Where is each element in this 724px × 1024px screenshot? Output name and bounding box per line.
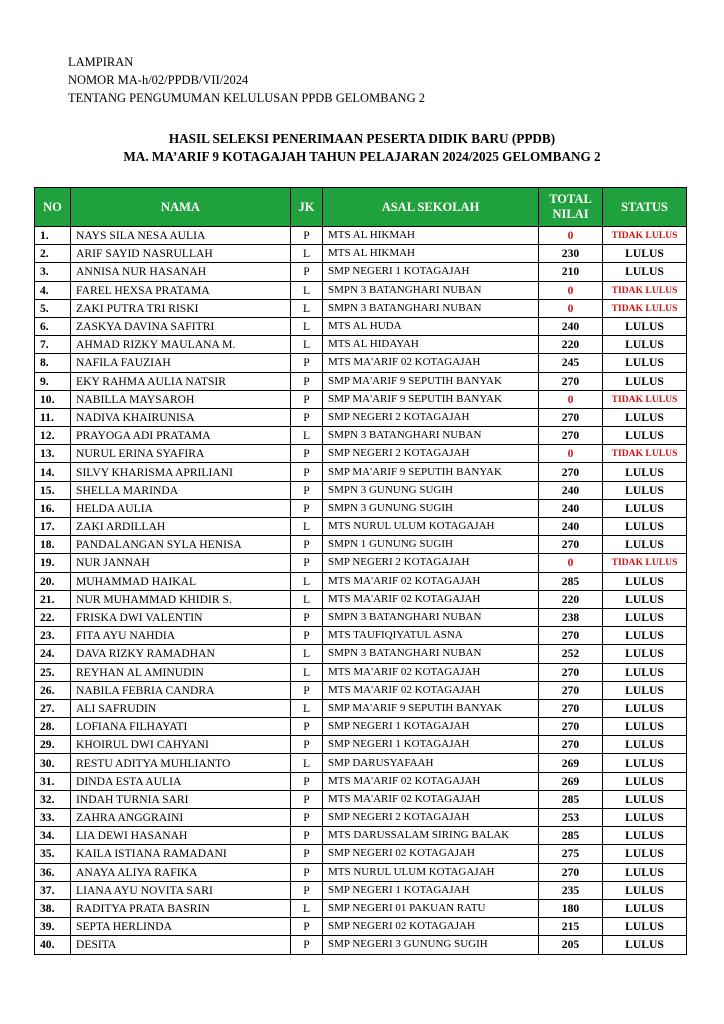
cell-nama: RADITYA PRATA BASRIN bbox=[71, 899, 291, 917]
cell-no: 27. bbox=[35, 699, 71, 717]
cell-asal-sekolah: SMPN 3 BATANGHARI NUBAN bbox=[323, 281, 539, 299]
cell-nama: EKY RAHMA AULIA NATSIR bbox=[71, 372, 291, 390]
cell-total-nilai: 270 bbox=[539, 627, 603, 645]
cell-total-nilai: 240 bbox=[539, 317, 603, 335]
cell-nama: NUR MUHAMMAD KHIDIR S. bbox=[71, 590, 291, 608]
cell-jk: P bbox=[291, 772, 323, 790]
cell-status: LULUS bbox=[603, 681, 687, 699]
cell-asal-sekolah: SMP MA'ARIF 9 SEPUTIH BANYAK bbox=[323, 372, 539, 390]
cell-status: LULUS bbox=[603, 608, 687, 626]
col-header-nama: NAMA bbox=[71, 188, 291, 227]
table-row bbox=[35, 663, 687, 681]
cell-nama: ANNISA NUR HASANAH bbox=[71, 263, 291, 281]
cell-jk: P bbox=[291, 499, 323, 517]
cell-no: 35. bbox=[35, 845, 71, 863]
cell-jk: L bbox=[291, 317, 323, 335]
cell-jk: P bbox=[291, 354, 323, 372]
cell-status: LULUS bbox=[603, 481, 687, 499]
cell-total-nilai: 270 bbox=[539, 463, 603, 481]
table-row bbox=[35, 754, 687, 772]
table-row bbox=[35, 881, 687, 899]
cell-nama: DESITA bbox=[71, 936, 291, 954]
cell-jk: P bbox=[291, 936, 323, 954]
cell-nama: REYHAN AL AMINUDIN bbox=[71, 663, 291, 681]
cell-total-nilai: 220 bbox=[539, 336, 603, 354]
cell-status: LULUS bbox=[603, 699, 687, 717]
cell-jk: P bbox=[291, 408, 323, 426]
cell-no: 16. bbox=[35, 499, 71, 517]
cell-jk: P bbox=[291, 718, 323, 736]
cell-asal-sekolah: SMP NEGERI 1 KOTAGAJAH bbox=[323, 263, 539, 281]
table-row bbox=[35, 790, 687, 808]
cell-status: TIDAK LULUS bbox=[603, 554, 687, 572]
cell-asal-sekolah: MTS AL HIDAYAH bbox=[323, 336, 539, 354]
cell-status: LULUS bbox=[603, 245, 687, 263]
cell-no: 36. bbox=[35, 863, 71, 881]
cell-asal-sekolah: SMPN 3 BATANGHARI NUBAN bbox=[323, 299, 539, 317]
cell-no: 12. bbox=[35, 427, 71, 445]
cell-asal-sekolah: SMP NEGERI 02 KOTAGAJAH bbox=[323, 845, 539, 863]
cell-status: LULUS bbox=[603, 518, 687, 536]
cell-jk: P bbox=[291, 827, 323, 845]
cell-asal-sekolah: MTS MA'ARIF 02 KOTAGAJAH bbox=[323, 572, 539, 590]
cell-total-nilai: 215 bbox=[539, 918, 603, 936]
cell-total-nilai: 240 bbox=[539, 499, 603, 517]
cell-jk: P bbox=[291, 627, 323, 645]
cell-no: 8. bbox=[35, 354, 71, 372]
col-header-jk: JK bbox=[291, 188, 323, 227]
cell-asal-sekolah: MTS AL HIKMAH bbox=[323, 227, 539, 245]
cell-nama: NABILA FEBRIA CANDRA bbox=[71, 681, 291, 699]
cell-asal-sekolah: MTS AL HIKMAH bbox=[323, 245, 539, 263]
cell-jk: P bbox=[291, 227, 323, 245]
cell-nama: NURUL ERINA SYAFIRA bbox=[71, 445, 291, 463]
table-row bbox=[35, 936, 687, 954]
table-row bbox=[35, 518, 687, 536]
cell-no: 33. bbox=[35, 809, 71, 827]
cell-no: 18. bbox=[35, 536, 71, 554]
cell-nama: KHOIRUL DWI CAHYANI bbox=[71, 736, 291, 754]
cell-asal-sekolah: SMP NEGERI 1 KOTAGAJAH bbox=[323, 718, 539, 736]
table-row bbox=[35, 554, 687, 572]
cell-total-nilai: 0 bbox=[539, 554, 603, 572]
table-row bbox=[35, 245, 687, 263]
cell-jk: P bbox=[291, 809, 323, 827]
cell-asal-sekolah: MTS AL HUDA bbox=[323, 317, 539, 335]
table-row bbox=[35, 772, 687, 790]
cell-total-nilai: 180 bbox=[539, 899, 603, 917]
cell-no: 24. bbox=[35, 645, 71, 663]
header-lampiran: LAMPIRAN bbox=[68, 55, 134, 69]
cell-total-nilai: 270 bbox=[539, 372, 603, 390]
cell-status: LULUS bbox=[603, 881, 687, 899]
table-row bbox=[35, 227, 687, 245]
cell-status: LULUS bbox=[603, 572, 687, 590]
cell-no: 39. bbox=[35, 918, 71, 936]
cell-asal-sekolah: MTS NURUL ULUM KOTAGAJAH bbox=[323, 518, 539, 536]
cell-no: 15. bbox=[35, 481, 71, 499]
cell-nama: PANDALANGAN SYLA HENISA bbox=[71, 536, 291, 554]
cell-status: LULUS bbox=[603, 499, 687, 517]
table-row bbox=[35, 627, 687, 645]
cell-no: 3. bbox=[35, 263, 71, 281]
cell-asal-sekolah: SMP NEGERI 2 KOTAGAJAH bbox=[323, 408, 539, 426]
cell-total-nilai: 285 bbox=[539, 572, 603, 590]
cell-total-nilai: 0 bbox=[539, 227, 603, 245]
cell-status: LULUS bbox=[603, 754, 687, 772]
cell-no: 25. bbox=[35, 663, 71, 681]
cell-nama: AHMAD RIZKY MAULANA M. bbox=[71, 336, 291, 354]
cell-jk: L bbox=[291, 699, 323, 717]
document-subtitle: MA. MA’ARIF 9 KOTAGAJAH TAHUN PELAJARAN 2024/2025 GELOMBANG 2 bbox=[123, 149, 601, 164]
col-header-status: STATUS bbox=[603, 188, 687, 227]
cell-total-nilai: 0 bbox=[539, 445, 603, 463]
cell-nama: LIA DEWI HASANAH bbox=[71, 827, 291, 845]
cell-asal-sekolah: SMP NEGERI 1 KOTAGAJAH bbox=[323, 736, 539, 754]
cell-total-nilai: 270 bbox=[539, 863, 603, 881]
cell-status: LULUS bbox=[603, 772, 687, 790]
cell-asal-sekolah: MTS MA'ARIF 02 KOTAGAJAH bbox=[323, 590, 539, 608]
cell-total-nilai: 269 bbox=[539, 772, 603, 790]
cell-jk: L bbox=[291, 518, 323, 536]
cell-status: LULUS bbox=[603, 936, 687, 954]
table-row bbox=[35, 845, 687, 863]
cell-no: 26. bbox=[35, 681, 71, 699]
cell-nama: FAREL HEXSA PRATAMA bbox=[71, 281, 291, 299]
cell-no: 9. bbox=[35, 372, 71, 390]
cell-nama: ZAHRA ANGGRAINI bbox=[71, 809, 291, 827]
cell-nama: NUR JANNAH bbox=[71, 554, 291, 572]
cell-jk: P bbox=[291, 445, 323, 463]
table-row bbox=[35, 536, 687, 554]
cell-total-nilai: 253 bbox=[539, 809, 603, 827]
cell-nama: KAILA ISTIANA RAMADANI bbox=[71, 845, 291, 863]
cell-status: LULUS bbox=[603, 627, 687, 645]
cell-status: LULUS bbox=[603, 899, 687, 917]
cell-asal-sekolah: MTS MA'ARIF 02 KOTAGAJAH bbox=[323, 772, 539, 790]
cell-total-nilai: 235 bbox=[539, 881, 603, 899]
cell-asal-sekolah: SMP MA'ARIF 9 SEPUTIH BANYAK bbox=[323, 463, 539, 481]
cell-jk: L bbox=[291, 299, 323, 317]
table-row bbox=[35, 463, 687, 481]
cell-jk: P bbox=[291, 863, 323, 881]
cell-nama: ALI SAFRUDIN bbox=[71, 699, 291, 717]
cell-jk: P bbox=[291, 390, 323, 408]
cell-nama: NADIVA KHAIRUNISA bbox=[71, 408, 291, 426]
col-header-asal-sekolah: ASAL SEKOLAH bbox=[323, 188, 539, 227]
cell-no: 6. bbox=[35, 317, 71, 335]
cell-total-nilai: 270 bbox=[539, 681, 603, 699]
cell-nama: FRISKA DWI VALENTIN bbox=[71, 608, 291, 626]
cell-jk: P bbox=[291, 681, 323, 699]
cell-status: LULUS bbox=[603, 408, 687, 426]
cell-total-nilai: 270 bbox=[539, 699, 603, 717]
table-row bbox=[35, 863, 687, 881]
table-row bbox=[35, 281, 687, 299]
cell-total-nilai: 230 bbox=[539, 245, 603, 263]
cell-no: 22. bbox=[35, 608, 71, 626]
cell-status: LULUS bbox=[603, 372, 687, 390]
cell-nama: MUHAMMAD HAIKAL bbox=[71, 572, 291, 590]
cell-asal-sekolah: SMPN 3 BATANGHARI NUBAN bbox=[323, 645, 539, 663]
cell-asal-sekolah: SMP NEGERI 01 PAKUAN RATU bbox=[323, 899, 539, 917]
table-row bbox=[35, 299, 687, 317]
cell-asal-sekolah: MTS MA'ARIF 02 KOTAGAJAH bbox=[323, 790, 539, 808]
table-row bbox=[35, 608, 687, 626]
cell-total-nilai: 0 bbox=[539, 299, 603, 317]
table-row bbox=[35, 899, 687, 917]
cell-status: LULUS bbox=[603, 918, 687, 936]
cell-total-nilai: 285 bbox=[539, 827, 603, 845]
cell-jk: P bbox=[291, 481, 323, 499]
cell-status: LULUS bbox=[603, 354, 687, 372]
cell-asal-sekolah: SMP NEGERI 02 KOTAGAJAH bbox=[323, 918, 539, 936]
cell-jk: L bbox=[291, 645, 323, 663]
cell-no: 32. bbox=[35, 790, 71, 808]
cell-jk: P bbox=[291, 845, 323, 863]
cell-nama: NAYS SILA NESA AULIA bbox=[71, 227, 291, 245]
cell-status: LULUS bbox=[603, 845, 687, 863]
cell-jk: P bbox=[291, 263, 323, 281]
cell-no: 40. bbox=[35, 936, 71, 954]
cell-no: 28. bbox=[35, 718, 71, 736]
cell-jk: L bbox=[291, 281, 323, 299]
cell-status: TIDAK LULUS bbox=[603, 227, 687, 245]
cell-asal-sekolah: SMP NEGERI 2 KOTAGAJAH bbox=[323, 554, 539, 572]
cell-jk: P bbox=[291, 790, 323, 808]
cell-nama: PRAYOGA ADI PRATAMA bbox=[71, 427, 291, 445]
header-tentang: TENTANG PENGUMUMAN KELULUSAN PPDB GELOMBANG 2 bbox=[68, 91, 425, 105]
cell-nama: SILVY KHARISMA APRILIANI bbox=[71, 463, 291, 481]
cell-asal-sekolah: SMPN 1 GUNUNG SUGIH bbox=[323, 536, 539, 554]
cell-jk: P bbox=[291, 463, 323, 481]
cell-jk: P bbox=[291, 608, 323, 626]
cell-asal-sekolah: SMPN 3 BATANGHARI NUBAN bbox=[323, 608, 539, 626]
cell-no: 21. bbox=[35, 590, 71, 608]
cell-no: 19. bbox=[35, 554, 71, 572]
cell-nama: ZASKYA DAVINA SAFITRI bbox=[71, 317, 291, 335]
cell-total-nilai: 220 bbox=[539, 590, 603, 608]
cell-total-nilai: 240 bbox=[539, 481, 603, 499]
cell-asal-sekolah: SMP NEGERI 3 GUNUNG SUGIH bbox=[323, 936, 539, 954]
cell-total-nilai: 270 bbox=[539, 663, 603, 681]
table-row bbox=[35, 354, 687, 372]
cell-status: LULUS bbox=[603, 790, 687, 808]
cell-asal-sekolah: MTS MA'ARIF 02 KOTAGAJAH bbox=[323, 354, 539, 372]
cell-nama: FITA AYU NAHDIA bbox=[71, 627, 291, 645]
col-header-no: NO bbox=[35, 188, 71, 227]
cell-total-nilai: 205 bbox=[539, 936, 603, 954]
cell-asal-sekolah: SMP MA'ARIF 9 SEPUTIH BANYAK bbox=[323, 390, 539, 408]
cell-jk: P bbox=[291, 536, 323, 554]
cell-total-nilai: 269 bbox=[539, 754, 603, 772]
document-header bbox=[68, 53, 425, 107]
cell-total-nilai: 270 bbox=[539, 718, 603, 736]
cell-total-nilai: 210 bbox=[539, 263, 603, 281]
cell-status: TIDAK LULUS bbox=[603, 299, 687, 317]
cell-asal-sekolah: MTS NURUL ULUM KOTAGAJAH bbox=[323, 863, 539, 881]
cell-no: 11. bbox=[35, 408, 71, 426]
cell-asal-sekolah: SMP NEGERI 2 KOTAGAJAH bbox=[323, 445, 539, 463]
cell-status: TIDAK LULUS bbox=[603, 445, 687, 463]
cell-total-nilai: 252 bbox=[539, 645, 603, 663]
cell-no: 30. bbox=[35, 754, 71, 772]
cell-total-nilai: 270 bbox=[539, 427, 603, 445]
cell-total-nilai: 275 bbox=[539, 845, 603, 863]
cell-no: 1. bbox=[35, 227, 71, 245]
cell-asal-sekolah: SMPN 3 BATANGHARI NUBAN bbox=[323, 427, 539, 445]
cell-asal-sekolah: MTS MA'ARIF 02 KOTAGAJAH bbox=[323, 681, 539, 699]
cell-nama: ZAKI ARDILLAH bbox=[71, 518, 291, 536]
cell-asal-sekolah: SMP DARUSYAFAAH bbox=[323, 754, 539, 772]
cell-nama: RESTU ADITYA MUHLIANTO bbox=[71, 754, 291, 772]
results-table bbox=[34, 187, 687, 955]
table-row bbox=[35, 736, 687, 754]
cell-total-nilai: 0 bbox=[539, 281, 603, 299]
cell-jk: L bbox=[291, 663, 323, 681]
cell-no: 17. bbox=[35, 518, 71, 536]
cell-nama: NAFILA FAUZIAH bbox=[71, 354, 291, 372]
cell-status: LULUS bbox=[603, 663, 687, 681]
cell-nama: LOFIANA FILHAYATI bbox=[71, 718, 291, 736]
table-row bbox=[35, 390, 687, 408]
cell-asal-sekolah: SMP NEGERI 1 KOTAGAJAH bbox=[323, 881, 539, 899]
cell-status: TIDAK LULUS bbox=[603, 281, 687, 299]
cell-nama: DINDA ESTA AULIA bbox=[71, 772, 291, 790]
cell-nama: INDAH TURNIA SARI bbox=[71, 790, 291, 808]
table-row bbox=[35, 427, 687, 445]
cell-no: 13. bbox=[35, 445, 71, 463]
cell-status: LULUS bbox=[603, 463, 687, 481]
cell-nama: SHELLA MARINDA bbox=[71, 481, 291, 499]
cell-jk: P bbox=[291, 372, 323, 390]
table-row bbox=[35, 681, 687, 699]
cell-asal-sekolah: SMP NEGERI 2 KOTAGAJAH bbox=[323, 809, 539, 827]
cell-nama: LIANA AYU NOVITA SARI bbox=[71, 881, 291, 899]
table-row bbox=[35, 481, 687, 499]
cell-status: LULUS bbox=[603, 590, 687, 608]
cell-asal-sekolah: SMPN 3 GUNUNG SUGIH bbox=[323, 481, 539, 499]
cell-status: TIDAK LULUS bbox=[603, 390, 687, 408]
cell-no: 2. bbox=[35, 245, 71, 263]
table-row bbox=[35, 372, 687, 390]
cell-jk: L bbox=[291, 572, 323, 590]
table-row bbox=[35, 263, 687, 281]
cell-no: 4. bbox=[35, 281, 71, 299]
cell-no: 20. bbox=[35, 572, 71, 590]
cell-asal-sekolah: SMP MA'ARIF 9 SEPUTIH BANYAK bbox=[323, 699, 539, 717]
cell-jk: P bbox=[291, 881, 323, 899]
table-row bbox=[35, 408, 687, 426]
cell-jk: P bbox=[291, 736, 323, 754]
cell-jk: P bbox=[291, 554, 323, 572]
cell-nama: ARIF SAYID NASRULLAH bbox=[71, 245, 291, 263]
cell-jk: L bbox=[291, 427, 323, 445]
cell-status: LULUS bbox=[603, 718, 687, 736]
cell-status: LULUS bbox=[603, 317, 687, 335]
cell-status: LULUS bbox=[603, 263, 687, 281]
cell-nama: ZAKI PUTRA TRI RISKI bbox=[71, 299, 291, 317]
cell-status: LULUS bbox=[603, 645, 687, 663]
table-row bbox=[35, 590, 687, 608]
cell-status: LULUS bbox=[603, 427, 687, 445]
cell-status: LULUS bbox=[603, 827, 687, 845]
table-row bbox=[35, 317, 687, 335]
cell-no: 10. bbox=[35, 390, 71, 408]
cell-no: 7. bbox=[35, 336, 71, 354]
cell-jk: L bbox=[291, 336, 323, 354]
cell-nama: ANAYA ALIYA RAFIKA bbox=[71, 863, 291, 881]
cell-no: 14. bbox=[35, 463, 71, 481]
cell-status: LULUS bbox=[603, 336, 687, 354]
cell-asal-sekolah: MTS MA'ARIF 02 KOTAGAJAH bbox=[323, 663, 539, 681]
cell-total-nilai: 240 bbox=[539, 518, 603, 536]
table-row bbox=[35, 827, 687, 845]
cell-asal-sekolah: SMPN 3 GUNUNG SUGIH bbox=[323, 499, 539, 517]
table-row bbox=[35, 445, 687, 463]
table-row bbox=[35, 336, 687, 354]
table-row bbox=[35, 499, 687, 517]
table-row bbox=[35, 809, 687, 827]
table-row bbox=[35, 699, 687, 717]
cell-no: 38. bbox=[35, 899, 71, 917]
cell-nama: SEPTA HERLINDA bbox=[71, 918, 291, 936]
col-header-total-nilai: TOTAL NILAI bbox=[539, 188, 603, 227]
cell-total-nilai: 238 bbox=[539, 608, 603, 626]
cell-jk: L bbox=[291, 590, 323, 608]
cell-status: LULUS bbox=[603, 809, 687, 827]
cell-asal-sekolah: MTS DARUSSALAM SIRING BALAK bbox=[323, 827, 539, 845]
cell-total-nilai: 285 bbox=[539, 790, 603, 808]
cell-no: 37. bbox=[35, 881, 71, 899]
document-title: HASIL SELEKSI PENERIMAAN PESERTA DIDIK BARU (PPDB) bbox=[168, 131, 556, 146]
table-header-row bbox=[35, 188, 687, 227]
cell-jk: P bbox=[291, 918, 323, 936]
cell-no: 5. bbox=[35, 299, 71, 317]
cell-jk: L bbox=[291, 754, 323, 772]
cell-status: LULUS bbox=[603, 536, 687, 554]
cell-status: LULUS bbox=[603, 736, 687, 754]
cell-no: 31. bbox=[35, 772, 71, 790]
cell-jk: L bbox=[291, 899, 323, 917]
cell-nama: NABILLA MAYSAROH bbox=[71, 390, 291, 408]
cell-no: 29. bbox=[35, 736, 71, 754]
cell-total-nilai: 270 bbox=[539, 536, 603, 554]
table-row bbox=[35, 718, 687, 736]
table-body bbox=[35, 227, 687, 955]
cell-nama: DAVA RIZKY RAMADHAN bbox=[71, 645, 291, 663]
table-row bbox=[35, 918, 687, 936]
cell-total-nilai: 270 bbox=[539, 736, 603, 754]
table-row bbox=[35, 572, 687, 590]
table-row bbox=[35, 645, 687, 663]
cell-no: 34. bbox=[35, 827, 71, 845]
cell-total-nilai: 0 bbox=[539, 390, 603, 408]
cell-total-nilai: 270 bbox=[539, 408, 603, 426]
header-nomor: NOMOR MA-h/02/PPDB/VII/2024 bbox=[68, 73, 249, 87]
cell-no: 23. bbox=[35, 627, 71, 645]
cell-total-nilai: 245 bbox=[539, 354, 603, 372]
cell-nama: HELDA AULIA bbox=[71, 499, 291, 517]
cell-asal-sekolah: MTS TAUFIQIYATUL ASNA bbox=[323, 627, 539, 645]
cell-status: LULUS bbox=[603, 863, 687, 881]
cell-jk: L bbox=[291, 245, 323, 263]
